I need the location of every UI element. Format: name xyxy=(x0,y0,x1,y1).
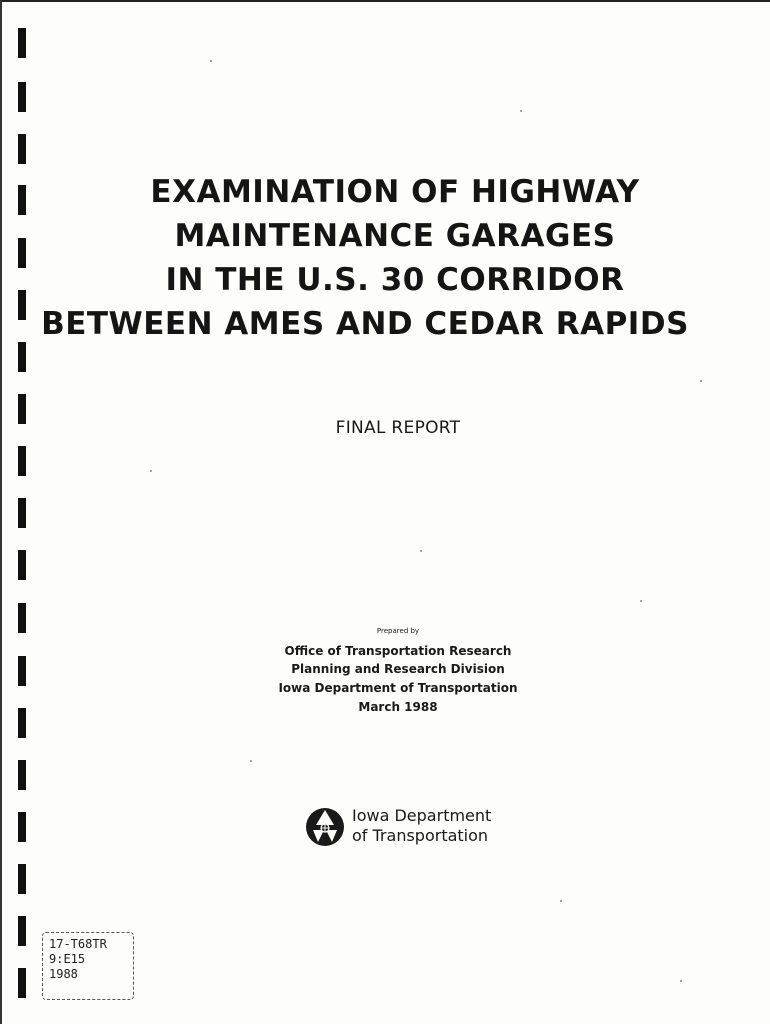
logo-line: of Transportation xyxy=(352,826,489,845)
binding-mark xyxy=(18,185,26,215)
title-line: IN THE U.S. 30 CORRIDOR xyxy=(165,262,625,298)
binding-mark xyxy=(18,760,26,790)
scan-speck xyxy=(250,760,252,762)
scan-speck xyxy=(520,110,522,112)
scan-speck xyxy=(640,600,642,602)
library-call-number-label xyxy=(42,932,134,1000)
binding-mark xyxy=(18,498,26,528)
call-number-line: 17-T68TR xyxy=(49,937,107,951)
prepared-by-department: Iowa Department of Transportation xyxy=(278,681,518,695)
binding-mark xyxy=(18,446,26,476)
logo-wordmark xyxy=(352,806,491,846)
binding-mark xyxy=(18,82,26,112)
scan-speck xyxy=(210,60,212,62)
page-left-edge xyxy=(0,0,2,1024)
page-top-edge xyxy=(0,0,770,2)
report-type: FINAL REPORT xyxy=(335,418,461,438)
prepared-by-label: Prepared by xyxy=(376,627,420,635)
call-number-line: 9:E15 xyxy=(49,952,86,966)
scan-speck xyxy=(150,470,152,472)
scan-speck xyxy=(560,900,562,902)
scan-speck xyxy=(420,550,422,552)
logo-line: Iowa Department xyxy=(352,806,492,825)
binding-mark xyxy=(18,864,26,894)
binding-mark xyxy=(18,238,26,268)
scan-speck xyxy=(680,980,682,982)
binding-mark xyxy=(18,916,26,946)
binding-mark xyxy=(18,968,26,998)
report-date: March 1988 xyxy=(358,700,438,714)
scan-speck xyxy=(700,380,702,382)
call-number-line: 1988 xyxy=(49,967,78,981)
title-line: MAINTENANCE GARAGES xyxy=(174,218,616,254)
binding-mark xyxy=(18,550,26,580)
title-line: BETWEEN AMES AND CEDAR RAPIDS xyxy=(41,306,689,342)
binding-mark xyxy=(18,342,26,372)
binding-mark xyxy=(18,812,26,842)
iowa-dot-logo-icon xyxy=(304,806,346,848)
title-line: EXAMINATION OF HIGHWAY xyxy=(150,174,640,210)
binding-mark xyxy=(18,28,26,58)
prepared-by-division: Planning and Research Division xyxy=(291,662,505,676)
binding-mark xyxy=(18,134,26,164)
report-title xyxy=(40,170,750,346)
prepared-by-office: Office of Transportation Research xyxy=(284,644,512,658)
